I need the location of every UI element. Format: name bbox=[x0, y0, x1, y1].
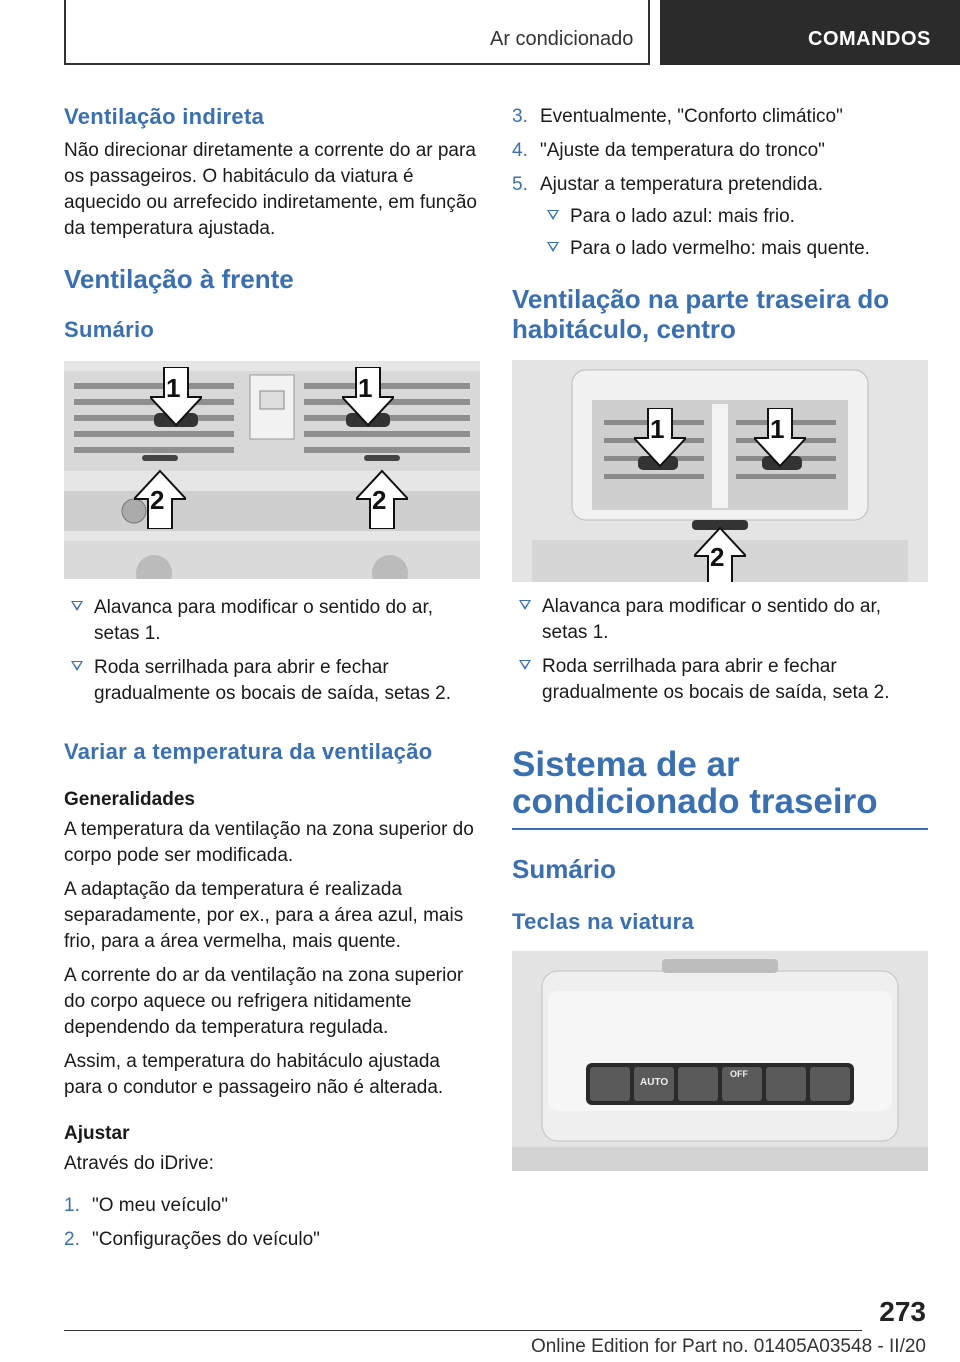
paragraph: A temperatura da ventilação na zona superior do corpo pode ser modificada. bbox=[64, 819, 474, 866]
heading-variar-temperatura: Variar a temperatura da ventilação bbox=[64, 739, 433, 764]
left-column bbox=[64, 100, 480, 1253]
heading-sumario: Sumário bbox=[64, 317, 155, 342]
list-item-text: Roda serrilhada para abrir e fechar gradualmente os bocais de saída, setas 2. bbox=[94, 657, 452, 704]
subheading-ajustar: Ajustar bbox=[64, 1123, 130, 1144]
figure-rear-panel bbox=[512, 951, 928, 1171]
callout-label: 1 bbox=[650, 414, 665, 444]
heading-ventilacao-traseira: Ventilação na parte traseira do habitáculo, centro bbox=[512, 284, 890, 344]
list-item bbox=[64, 655, 480, 707]
heading-ventilacao-indireta: Ventilação indireta bbox=[64, 104, 265, 129]
auto-button-label: AUTO bbox=[640, 1077, 669, 1088]
off-button-label: OFF bbox=[730, 1069, 748, 1079]
front-vents-illustration bbox=[64, 361, 480, 579]
list-item bbox=[512, 594, 928, 646]
triangle-bullet-icon bbox=[71, 601, 83, 611]
paragraph-atraves: Através do iDrive: bbox=[64, 1153, 214, 1174]
triangle-bullet-icon bbox=[547, 210, 559, 220]
step-text: "O meu veículo" bbox=[92, 1195, 228, 1216]
step-item bbox=[64, 1227, 480, 1253]
footer-edition: Online Edition for Part no. 01405A03548 - II/20 bbox=[530, 1336, 926, 1357]
step-item bbox=[512, 172, 928, 198]
step-item bbox=[64, 1193, 480, 1219]
list-item-text: Para o lado vermelho: mais quente. bbox=[570, 238, 870, 259]
rear-panel-illustration bbox=[512, 951, 928, 1171]
list-item-text: Roda serrilhada para abrir e fechar gradualmente os bocais de saída, seta 2. bbox=[542, 656, 890, 703]
step-number: 3. bbox=[512, 106, 528, 127]
list-item-text: Alavanca para modificar o sentido do ar, setas 1. bbox=[542, 596, 882, 643]
header-divider bbox=[648, 0, 650, 65]
header-chapter-tab bbox=[660, 0, 960, 65]
subheading-generalidades: Generalidades bbox=[64, 789, 195, 810]
list-item bbox=[512, 654, 928, 706]
step-text: Ajustar a temperatura pretendida. bbox=[540, 174, 824, 195]
figure-rear-vents bbox=[512, 360, 928, 582]
step-text: "Ajuste da temperatura do tronco" bbox=[540, 140, 825, 161]
triangle-bullet-icon bbox=[519, 600, 531, 610]
callout-label: 1 bbox=[770, 414, 785, 444]
list-item bbox=[540, 236, 928, 262]
list-item bbox=[64, 595, 480, 647]
page-header bbox=[0, 0, 960, 66]
step-number: 4. bbox=[512, 140, 528, 161]
list-item-text: Para o lado azul: mais frio. bbox=[570, 206, 795, 227]
step-number: 1. bbox=[64, 1195, 80, 1216]
list-item bbox=[540, 204, 928, 230]
header-divider bbox=[64, 63, 649, 65]
paragraph: Assim, a temperatura do habitáculo ajustada para o condutor e passageiro não é alterada. bbox=[64, 1051, 444, 1098]
figure-front-vents bbox=[64, 361, 480, 579]
callout-label: 2 bbox=[710, 542, 725, 572]
paragraph-indireta: Não direcionar diretamente a corrente do ar para os passageiros. O habitáculo da viatura é aquecido ou arrefecido indiretamente, em função da temperatura ajustada. bbox=[64, 140, 477, 239]
step-item bbox=[512, 104, 928, 130]
header-divider bbox=[64, 0, 66, 64]
step-number: 5. bbox=[512, 174, 528, 195]
heading-sistema-ar-traseiro: Sistema de ar condicionado traseiro bbox=[512, 745, 878, 821]
triangle-bullet-icon bbox=[71, 661, 83, 671]
step-text: Eventualmente, "Conforto climático" bbox=[540, 106, 843, 127]
triangle-bullet-icon bbox=[519, 660, 531, 670]
header-chapter-label: COMANDOS bbox=[808, 28, 931, 50]
header-section-title: Ar condicionado bbox=[490, 28, 634, 50]
page-number: 273 bbox=[879, 1296, 926, 1327]
paragraph: A corrente do ar da ventilação na zona superior do corpo aquece ou refrigera nitidamente dependendo da temperatura regulada. bbox=[64, 965, 464, 1038]
heading-sumario-traseiro: Sumário bbox=[512, 854, 617, 884]
footer-divider bbox=[64, 1330, 862, 1331]
heading-teclas-viatura: Teclas na viatura bbox=[512, 909, 695, 934]
heading-rule bbox=[512, 828, 928, 830]
callout-label: 2 bbox=[372, 485, 387, 515]
list-item-text: Alavanca para modificar o sentido do ar, setas 1. bbox=[94, 597, 434, 644]
step-item bbox=[512, 138, 928, 164]
step-number: 2. bbox=[64, 1229, 80, 1250]
right-column bbox=[512, 100, 928, 1171]
step-text: "Configurações do veículo" bbox=[92, 1229, 320, 1250]
heading-ventilacao-frente: Ventilação à frente bbox=[64, 264, 294, 294]
callout-label: 1 bbox=[358, 373, 373, 403]
callout-label: 1 bbox=[166, 373, 181, 403]
triangle-bullet-icon bbox=[547, 242, 559, 252]
paragraph: A adaptação da temperatura é realizada separadamente, por ex., para a área azul, mais frio, para a área vermelha, mais quente. bbox=[64, 879, 464, 952]
callout-label: 2 bbox=[150, 485, 165, 515]
